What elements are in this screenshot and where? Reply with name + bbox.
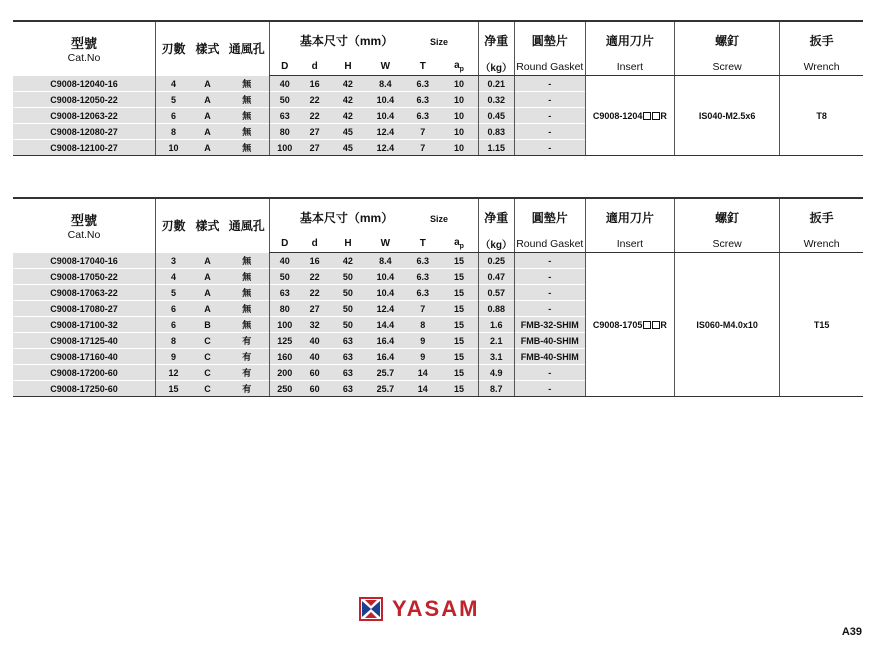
W-cell: 12.4 xyxy=(366,140,406,156)
model-header xyxy=(13,21,156,76)
teeth-cell: 9 xyxy=(156,349,191,365)
H-cell: 42 xyxy=(330,92,365,108)
style-header: 樣式 xyxy=(191,21,224,76)
style-cell: A xyxy=(191,76,224,92)
style-cell: C xyxy=(191,365,224,381)
teeth-cell: 6 xyxy=(156,301,191,317)
gasket-en-label: Round Gasket xyxy=(514,235,585,253)
vent-cell: 有 xyxy=(224,381,270,397)
placeholder-box-icon xyxy=(643,112,651,120)
wrench-cell: T8 xyxy=(780,76,863,156)
insert-cell xyxy=(585,76,674,156)
cat-cell: C9008-12080-27 xyxy=(13,124,156,140)
vent-cell: 無 xyxy=(224,108,270,124)
W-cell: 12.4 xyxy=(366,301,406,317)
insert-en-label: Insert xyxy=(585,235,674,253)
size-label: Size xyxy=(430,213,449,224)
W-cell: 16.4 xyxy=(366,349,406,365)
d-cell: 22 xyxy=(299,285,330,301)
teeth-cell: 4 xyxy=(156,269,191,285)
vent-cell: 無 xyxy=(224,269,270,285)
vent-cell: 有 xyxy=(224,365,270,381)
ap-cell: 15 xyxy=(440,381,478,397)
style-cell: A xyxy=(191,124,224,140)
vent-cell: 無 xyxy=(224,301,270,317)
H-cell: 45 xyxy=(330,140,365,156)
col-W: W xyxy=(366,58,406,76)
T-cell: 6.3 xyxy=(405,92,440,108)
cat-cell: C9008-17100-32 xyxy=(13,317,156,333)
vent-cell: 無 xyxy=(224,140,270,156)
d-cell: 40 xyxy=(299,333,330,349)
dims-header xyxy=(270,21,478,58)
T-cell: 6.3 xyxy=(405,269,440,285)
vent-cell: 無 xyxy=(224,253,270,269)
vent-cell: 無 xyxy=(224,92,270,108)
wrench-header: 扳手 xyxy=(780,21,863,58)
T-cell: 7 xyxy=(405,140,440,156)
teeth-cell: 6 xyxy=(156,317,191,333)
weight-header: 净重 xyxy=(478,21,514,58)
wrench-en-label: Wrench xyxy=(780,58,863,76)
gasket-cell: - xyxy=(514,269,585,285)
brand-name: YASAM xyxy=(392,596,480,621)
D-cell: 250 xyxy=(270,381,299,397)
col-d: d xyxy=(299,235,330,253)
ap-cell: 15 xyxy=(440,285,478,301)
ap-cell: 15 xyxy=(440,253,478,269)
gasket-cell: FMB-40-SHIM xyxy=(514,333,585,349)
W-cell: 12.4 xyxy=(366,124,406,140)
H-cell: 50 xyxy=(330,269,365,285)
table-header xyxy=(13,198,863,253)
dims-header xyxy=(270,198,478,235)
ap-cell: 15 xyxy=(440,269,478,285)
gasket-cell: - xyxy=(514,108,585,124)
size-label: Size xyxy=(430,36,449,47)
screw-header: 螺釘 xyxy=(675,198,780,235)
cat-cell: C9008-12040-16 xyxy=(13,76,156,92)
d-cell: 16 xyxy=(299,76,330,92)
weight-cell: 1.15 xyxy=(478,140,514,156)
spec-table-2 xyxy=(13,197,863,397)
gasket-cell: - xyxy=(514,253,585,269)
col-d: d xyxy=(299,58,330,76)
H-cell: 50 xyxy=(330,317,365,333)
D-cell: 40 xyxy=(270,76,299,92)
style-cell: A xyxy=(191,92,224,108)
vent-header: 通風孔 xyxy=(224,21,270,76)
d-cell: 16 xyxy=(299,253,330,269)
gasket-cell: - xyxy=(514,76,585,92)
d-cell: 40 xyxy=(299,349,330,365)
D-cell: 63 xyxy=(270,108,299,124)
style-cell: C xyxy=(191,333,224,349)
D-cell: 160 xyxy=(270,349,299,365)
model-header xyxy=(13,198,156,253)
cat-cell: C9008-17080-27 xyxy=(13,301,156,317)
teeth-cell: 12 xyxy=(156,365,191,381)
model-zh-label: 型號 xyxy=(71,36,98,51)
ap-cell: 15 xyxy=(440,333,478,349)
d-cell: 22 xyxy=(299,92,330,108)
teeth-cell: 3 xyxy=(156,253,191,269)
cat-cell: C9008-17063-22 xyxy=(13,285,156,301)
cat-cell: C9008-12050-22 xyxy=(13,92,156,108)
teeth-cell: 4 xyxy=(156,76,191,92)
cat-cell: C9008-17040-16 xyxy=(13,253,156,269)
insert-code: C9008-1705 xyxy=(592,319,643,330)
vent-cell: 無 xyxy=(224,76,270,92)
weight-cell: 0.47 xyxy=(478,269,514,285)
d-cell: 60 xyxy=(299,365,330,381)
col-ap: $a_p$ xyxy=(440,58,478,76)
table-header xyxy=(13,21,863,76)
style-cell: A xyxy=(191,108,224,124)
weight-cell: 0.88 xyxy=(478,301,514,317)
ap-cell: 15 xyxy=(440,317,478,333)
cat-cell: C9008-17125-40 xyxy=(13,333,156,349)
D-cell: 50 xyxy=(270,269,299,285)
col-D: D xyxy=(270,58,299,76)
dims-title: 基本尺寸（mm） xyxy=(299,210,394,225)
vent-cell: 有 xyxy=(224,349,270,365)
cat-cell: C9008-12100-27 xyxy=(13,140,156,156)
col-W: W xyxy=(366,235,406,253)
H-cell: 63 xyxy=(330,333,365,349)
H-cell: 42 xyxy=(330,76,365,92)
insert-header: 適用刀片 xyxy=(585,21,674,58)
col-ap: $a_p$ xyxy=(440,235,478,253)
insert-code: C9008-1204 xyxy=(592,110,643,121)
W-cell: 25.7 xyxy=(366,381,406,397)
model-en-label: Cat.No xyxy=(67,52,101,64)
style-cell: A xyxy=(191,140,224,156)
T-cell: 7 xyxy=(405,301,440,317)
screw-cell: IS060-M4.0x10 xyxy=(675,253,780,397)
cat-cell: C9008-17250-60 xyxy=(13,381,156,397)
gasket-cell: - xyxy=(514,140,585,156)
H-cell: 50 xyxy=(330,301,365,317)
yasam-logo-icon xyxy=(359,597,383,621)
d-cell: 22 xyxy=(299,108,330,124)
placeholder-box-icon xyxy=(652,321,660,329)
H-cell: 45 xyxy=(330,124,365,140)
model-en-label: Cat.No xyxy=(67,229,101,241)
T-cell: 9 xyxy=(405,333,440,349)
D-cell: 100 xyxy=(270,140,299,156)
style-cell: B xyxy=(191,317,224,333)
gasket-cell: - xyxy=(514,381,585,397)
gasket-cell: FMB-32-SHIM xyxy=(514,317,585,333)
T-cell: 6.3 xyxy=(405,76,440,92)
D-cell: 40 xyxy=(270,253,299,269)
ap-cell: 10 xyxy=(440,76,478,92)
d-cell: 27 xyxy=(299,124,330,140)
ap-cell: 10 xyxy=(440,92,478,108)
placeholder-box-icon xyxy=(643,321,651,329)
gasket-cell: - xyxy=(514,92,585,108)
gasket-header: 圓墊片 xyxy=(514,21,585,58)
T-cell: 7 xyxy=(405,124,440,140)
gasket-cell: - xyxy=(514,301,585,317)
T-cell: 6.3 xyxy=(405,108,440,124)
weight-cell: 0.21 xyxy=(478,76,514,92)
D-cell: 200 xyxy=(270,365,299,381)
T-cell: 6.3 xyxy=(405,253,440,269)
insert-en-label: Insert xyxy=(585,58,674,76)
teeth-cell: 15 xyxy=(156,381,191,397)
wrench-en-label: Wrench xyxy=(780,235,863,253)
teeth-cell: 8 xyxy=(156,124,191,140)
col-D: D xyxy=(270,235,299,253)
weight-cell: 0.57 xyxy=(478,285,514,301)
brand-logo xyxy=(359,597,479,621)
teeth-cell: 5 xyxy=(156,285,191,301)
gasket-cell: FMB-40-SHIM xyxy=(514,349,585,365)
style-cell: A xyxy=(191,269,224,285)
insert-cell xyxy=(585,253,674,397)
weight-cell: 0.45 xyxy=(478,108,514,124)
T-cell: 6.3 xyxy=(405,285,440,301)
vent-cell: 無 xyxy=(224,124,270,140)
D-cell: 63 xyxy=(270,285,299,301)
col-T: T xyxy=(405,235,440,253)
teeth-cell: 10 xyxy=(156,140,191,156)
H-cell: 42 xyxy=(330,253,365,269)
d-cell: 27 xyxy=(299,140,330,156)
T-cell: 9 xyxy=(405,349,440,365)
weight-cell: 4.9 xyxy=(478,365,514,381)
weight-cell: 0.32 xyxy=(478,92,514,108)
weight-unit: （kg） xyxy=(478,58,514,76)
W-cell: 8.4 xyxy=(366,76,406,92)
T-cell: 14 xyxy=(405,381,440,397)
W-cell: 10.4 xyxy=(366,92,406,108)
d-cell: 27 xyxy=(299,301,330,317)
weight-cell: 3.1 xyxy=(478,349,514,365)
table-row xyxy=(13,253,863,269)
H-cell: 42 xyxy=(330,108,365,124)
ap-cell: 10 xyxy=(440,108,478,124)
D-cell: 125 xyxy=(270,333,299,349)
weight-unit: （kg） xyxy=(478,235,514,253)
teeth-cell: 6 xyxy=(156,108,191,124)
screw-en-label: Screw xyxy=(675,235,780,253)
gasket-cell: - xyxy=(514,124,585,140)
d-cell: 22 xyxy=(299,269,330,285)
T-cell: 14 xyxy=(405,365,440,381)
ap-cell: 10 xyxy=(440,124,478,140)
W-cell: 16.4 xyxy=(366,333,406,349)
style-cell: A xyxy=(191,253,224,269)
W-cell: 10.4 xyxy=(366,285,406,301)
teeth-header: 刃數 xyxy=(156,198,191,253)
weight-cell: 0.25 xyxy=(478,253,514,269)
H-cell: 63 xyxy=(330,365,365,381)
insert-header: 適用刀片 xyxy=(585,198,674,235)
gasket-cell: - xyxy=(514,285,585,301)
vent-cell: 無 xyxy=(224,285,270,301)
vent-cell: 無 xyxy=(224,317,270,333)
H-cell: 50 xyxy=(330,285,365,301)
D-cell: 80 xyxy=(270,301,299,317)
cat-cell: C9008-17200-60 xyxy=(13,365,156,381)
D-cell: 50 xyxy=(270,92,299,108)
dims-title: 基本尺寸（mm） xyxy=(299,33,394,48)
teeth-cell: 8 xyxy=(156,333,191,349)
insert-suffix: R xyxy=(660,110,667,121)
d-cell: 32 xyxy=(299,317,330,333)
D-cell: 80 xyxy=(270,124,299,140)
spec-table-1 xyxy=(13,20,863,156)
weight-cell: 1.6 xyxy=(478,317,514,333)
weight-cell: 0.83 xyxy=(478,124,514,140)
ap-cell: 10 xyxy=(440,140,478,156)
W-cell: 10.4 xyxy=(366,269,406,285)
W-cell: 10.4 xyxy=(366,108,406,124)
W-cell: 8.4 xyxy=(366,253,406,269)
weight-cell: 8.7 xyxy=(478,381,514,397)
gasket-en-label: Round Gasket xyxy=(514,58,585,76)
wrench-header: 扳手 xyxy=(780,198,863,235)
gasket-cell: - xyxy=(514,365,585,381)
ap-cell: 15 xyxy=(440,349,478,365)
d-cell: 60 xyxy=(299,381,330,397)
insert-suffix: R xyxy=(660,319,667,330)
placeholder-box-icon xyxy=(652,112,660,120)
ap-cell: 15 xyxy=(440,301,478,317)
vent-header: 通風孔 xyxy=(224,198,270,253)
gasket-header: 圓墊片 xyxy=(514,198,585,235)
page-number: A39 xyxy=(841,626,862,638)
T-cell: 8 xyxy=(405,317,440,333)
weight-header: 净重 xyxy=(478,198,514,235)
style-cell: C xyxy=(191,349,224,365)
col-H: H xyxy=(330,58,365,76)
ap-cell: 15 xyxy=(440,365,478,381)
cat-cell: C9008-17160-40 xyxy=(13,349,156,365)
screw-cell: IS040-M2.5x6 xyxy=(675,76,780,156)
W-cell: 25.7 xyxy=(366,365,406,381)
screw-en-label: Screw xyxy=(675,58,780,76)
wrench-cell: T15 xyxy=(780,253,863,397)
style-cell: C xyxy=(191,381,224,397)
W-cell: 14.4 xyxy=(366,317,406,333)
table-row xyxy=(13,76,863,92)
D-cell: 100 xyxy=(270,317,299,333)
cat-cell: C9008-12063-22 xyxy=(13,108,156,124)
vent-cell: 有 xyxy=(224,333,270,349)
teeth-cell: 5 xyxy=(156,92,191,108)
style-cell: A xyxy=(191,301,224,317)
cat-cell: C9008-17050-22 xyxy=(13,269,156,285)
weight-cell: 2.1 xyxy=(478,333,514,349)
style-cell: A xyxy=(191,285,224,301)
screw-header: 螺釘 xyxy=(675,21,780,58)
col-T: T xyxy=(405,58,440,76)
H-cell: 63 xyxy=(330,381,365,397)
style-header: 樣式 xyxy=(191,198,224,253)
H-cell: 63 xyxy=(330,349,365,365)
model-zh-label: 型號 xyxy=(71,213,98,228)
col-H: H xyxy=(330,235,365,253)
teeth-header: 刃數 xyxy=(156,21,191,76)
